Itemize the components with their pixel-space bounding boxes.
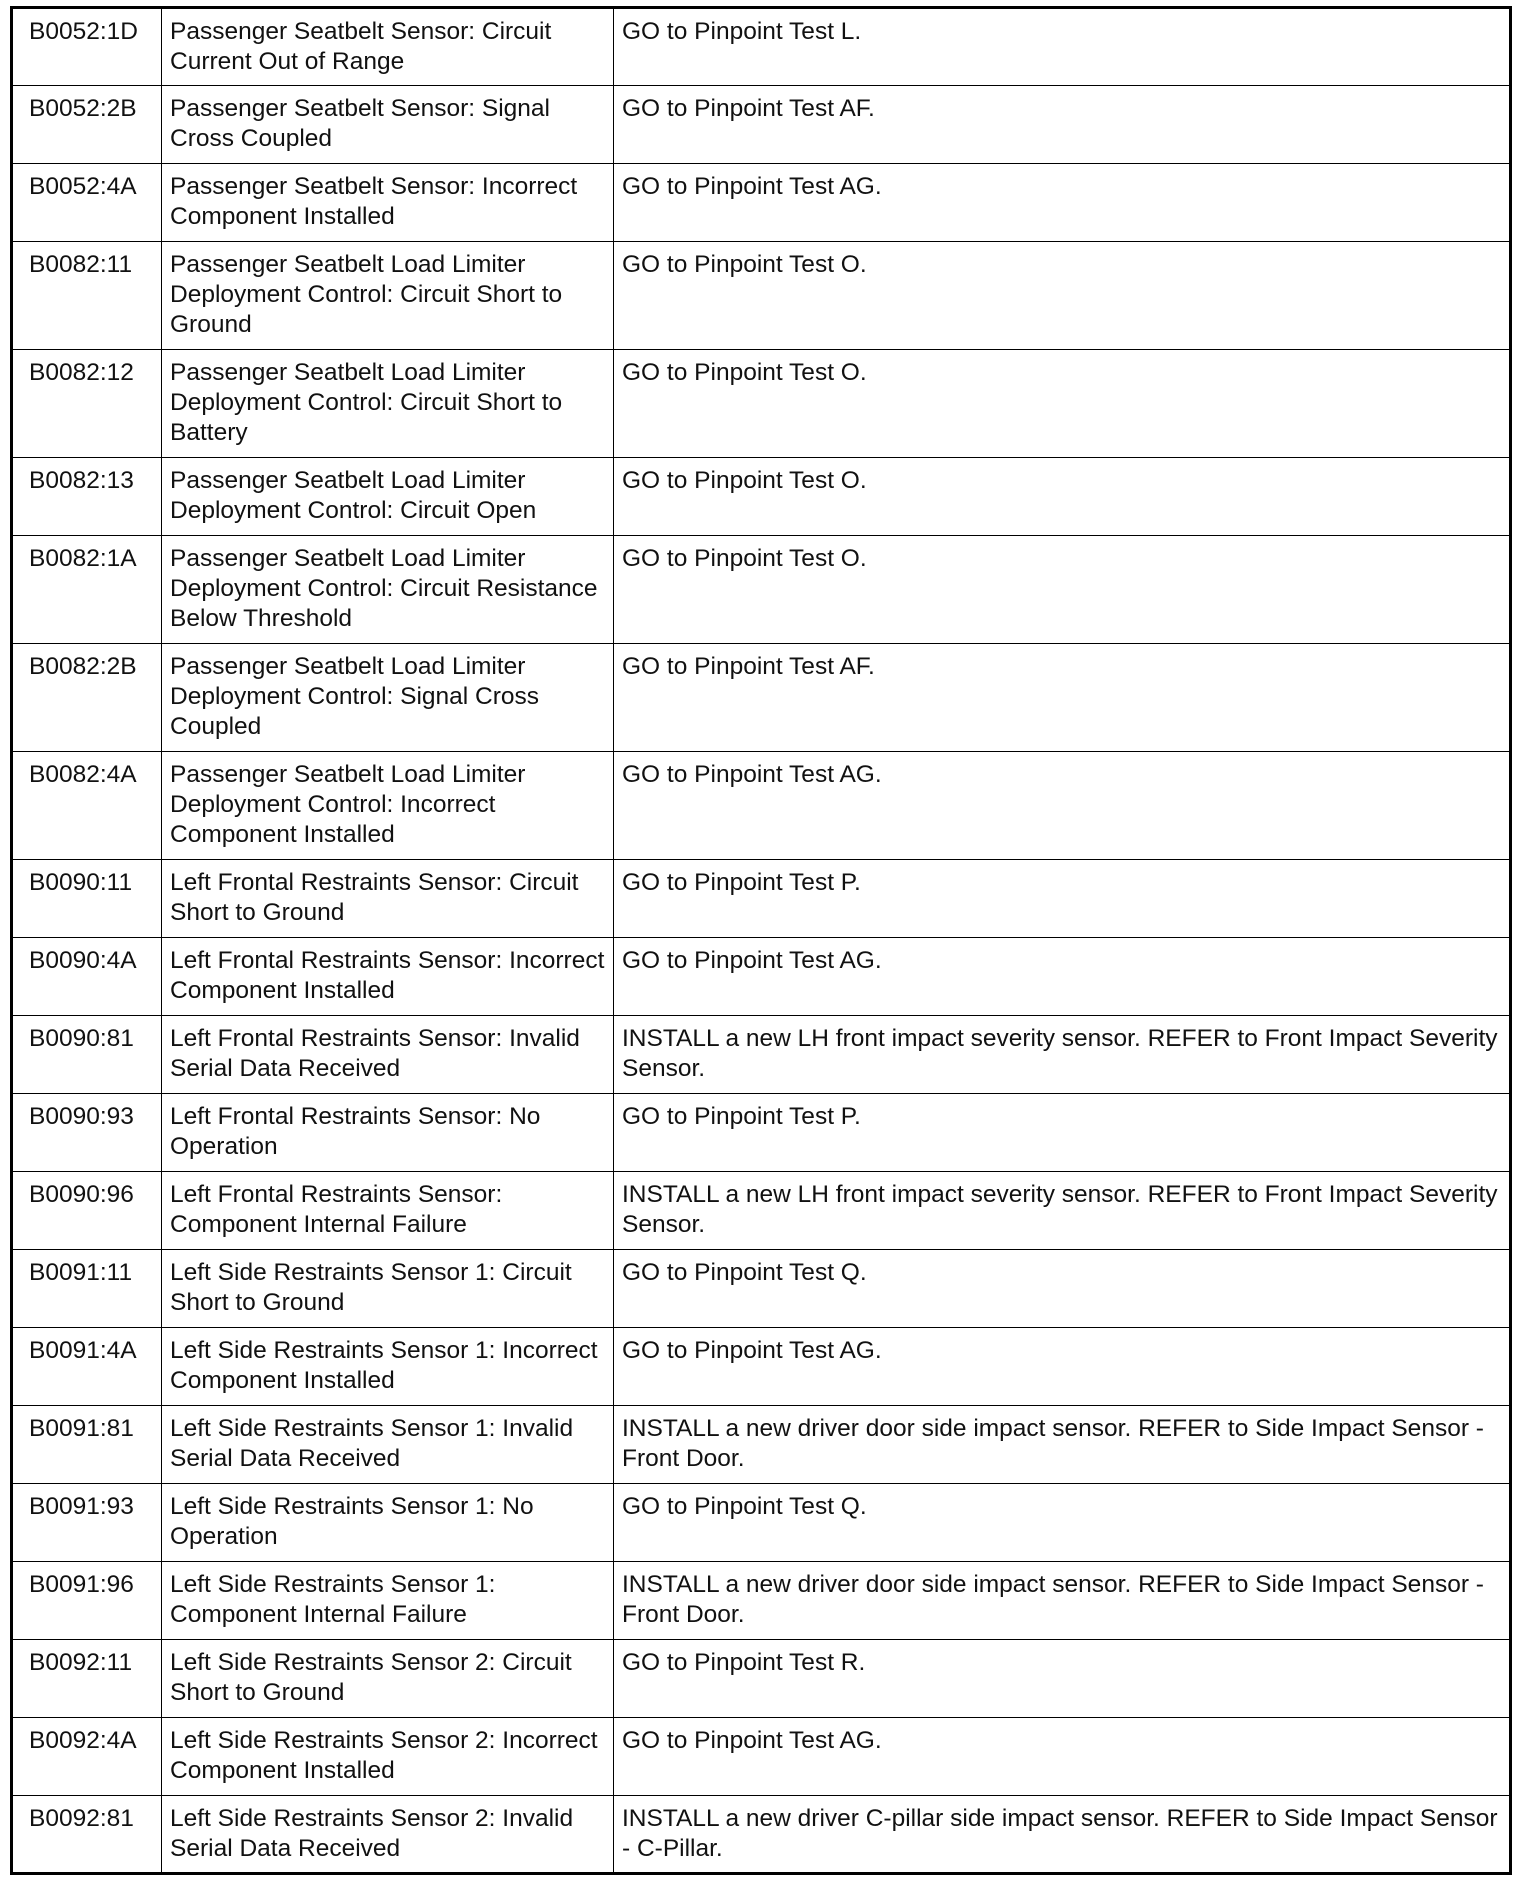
table-row (12, 350, 1511, 458)
dtc-description: Passenger Seatbelt Load Limiter Deployment Control: Circuit Short to Ground (162, 242, 614, 350)
dtc-description: Left Side Restraints Sensor 2: Incorrect Component Installed (162, 1718, 614, 1796)
dtc-action: INSTALL a new LH front impact severity sensor. REFER to Front Impact Severity Sensor. (614, 1172, 1511, 1250)
table-row (12, 536, 1511, 644)
dtc-code: B0082:11 (12, 242, 162, 350)
dtc-description: Left Frontal Restraints Sensor: Invalid Serial Data Received (162, 1016, 614, 1094)
table-row (12, 938, 1511, 1016)
dtc-code: B0092:81 (12, 1796, 162, 1874)
dtc-table (10, 6, 1512, 1875)
dtc-description: Left Side Restraints Sensor 1: Incorrect Component Installed (162, 1328, 614, 1406)
dtc-action: GO to Pinpoint Test L. (614, 8, 1511, 86)
dtc-code: B0082:12 (12, 350, 162, 458)
dtc-action: GO to Pinpoint Test R. (614, 1640, 1511, 1718)
table-row (12, 1562, 1511, 1640)
dtc-code: B0052:4A (12, 164, 162, 242)
dtc-code: B0092:4A (12, 1718, 162, 1796)
dtc-code: B0092:11 (12, 1640, 162, 1718)
dtc-action: GO to Pinpoint Test AG. (614, 164, 1511, 242)
dtc-action: GO to Pinpoint Test AF. (614, 644, 1511, 752)
dtc-action: GO to Pinpoint Test Q. (614, 1484, 1511, 1562)
table-row (12, 1172, 1511, 1250)
dtc-action: INSTALL a new LH front impact severity sensor. REFER to Front Impact Severity Sensor. (614, 1016, 1511, 1094)
dtc-description: Passenger Seatbelt Sensor: Circuit Current Out of Range (162, 8, 614, 86)
dtc-action: GO to Pinpoint Test O. (614, 350, 1511, 458)
dtc-description: Left Frontal Restraints Sensor: Incorrect Component Installed (162, 938, 614, 1016)
dtc-action: GO to Pinpoint Test AG. (614, 1328, 1511, 1406)
dtc-code: B0090:93 (12, 1094, 162, 1172)
dtc-action: GO to Pinpoint Test AF. (614, 86, 1511, 164)
table-row (12, 1328, 1511, 1406)
dtc-code: B0082:2B (12, 644, 162, 752)
table-row (12, 752, 1511, 860)
dtc-code: B0091:93 (12, 1484, 162, 1562)
dtc-action: GO to Pinpoint Test O. (614, 242, 1511, 350)
dtc-description: Left Frontal Restraints Sensor: No Operation (162, 1094, 614, 1172)
dtc-code: B0052:2B (12, 86, 162, 164)
table-row (12, 242, 1511, 350)
table-row (12, 1796, 1511, 1874)
dtc-code: B0091:96 (12, 1562, 162, 1640)
table-row (12, 1640, 1511, 1718)
dtc-description: Left Frontal Restraints Sensor: Component Internal Failure (162, 1172, 614, 1250)
dtc-code: B0090:11 (12, 860, 162, 938)
dtc-description: Passenger Seatbelt Sensor: Incorrect Component Installed (162, 164, 614, 242)
dtc-code: B0091:4A (12, 1328, 162, 1406)
table-row (12, 860, 1511, 938)
dtc-action: GO to Pinpoint Test AG. (614, 1718, 1511, 1796)
dtc-code: B0090:81 (12, 1016, 162, 1094)
table-row (12, 8, 1511, 86)
dtc-description: Passenger Seatbelt Sensor: Signal Cross Coupled (162, 86, 614, 164)
dtc-description: Passenger Seatbelt Load Limiter Deployment Control: Circuit Short to Battery (162, 350, 614, 458)
dtc-code: B0052:1D (12, 8, 162, 86)
dtc-action: GO to Pinpoint Test O. (614, 458, 1511, 536)
dtc-description: Left Frontal Restraints Sensor: Circuit Short to Ground (162, 860, 614, 938)
dtc-code: B0091:11 (12, 1250, 162, 1328)
table-row (12, 1016, 1511, 1094)
table-row (12, 164, 1511, 242)
table-row (12, 1718, 1511, 1796)
dtc-description: Passenger Seatbelt Load Limiter Deployment Control: Incorrect Component Installed (162, 752, 614, 860)
dtc-action: GO to Pinpoint Test O. (614, 536, 1511, 644)
dtc-description: Left Side Restraints Sensor 1: Invalid Serial Data Received (162, 1406, 614, 1484)
dtc-description: Left Side Restraints Sensor 1: No Operation (162, 1484, 614, 1562)
dtc-code: B0091:81 (12, 1406, 162, 1484)
table-row (12, 644, 1511, 752)
table-row (12, 1406, 1511, 1484)
dtc-description: Left Side Restraints Sensor 2: Invalid Serial Data Received (162, 1796, 614, 1874)
dtc-description: Passenger Seatbelt Load Limiter Deployment Control: Circuit Resistance Below Threshold (162, 536, 614, 644)
dtc-action: INSTALL a new driver door side impact sensor. REFER to Side Impact Sensor - Front Door. (614, 1562, 1511, 1640)
dtc-action: INSTALL a new driver C-pillar side impact sensor. REFER to Side Impact Sensor - C-Pillar. (614, 1796, 1511, 1874)
dtc-description: Left Side Restraints Sensor 1: Component Internal Failure (162, 1562, 614, 1640)
table-row (12, 458, 1511, 536)
dtc-description: Left Side Restraints Sensor 1: Circuit Short to Ground (162, 1250, 614, 1328)
table-row (12, 1250, 1511, 1328)
table-row (12, 86, 1511, 164)
dtc-code: B0082:13 (12, 458, 162, 536)
dtc-action: GO to Pinpoint Test AG. (614, 752, 1511, 860)
table-row (12, 1484, 1511, 1562)
dtc-code: B0082:1A (12, 536, 162, 644)
dtc-code: B0090:96 (12, 1172, 162, 1250)
dtc-code: B0082:4A (12, 752, 162, 860)
dtc-description: Passenger Seatbelt Load Limiter Deployment Control: Signal Cross Coupled (162, 644, 614, 752)
dtc-action: GO to Pinpoint Test P. (614, 1094, 1511, 1172)
dtc-code: B0090:4A (12, 938, 162, 1016)
table-row (12, 1094, 1511, 1172)
dtc-action: INSTALL a new driver door side impact sensor. REFER to Side Impact Sensor - Front Door. (614, 1406, 1511, 1484)
dtc-action: GO to Pinpoint Test Q. (614, 1250, 1511, 1328)
dtc-action: GO to Pinpoint Test P. (614, 860, 1511, 938)
dtc-description: Left Side Restraints Sensor 2: Circuit Short to Ground (162, 1640, 614, 1718)
dtc-action: GO to Pinpoint Test AG. (614, 938, 1511, 1016)
dtc-description: Passenger Seatbelt Load Limiter Deployment Control: Circuit Open (162, 458, 614, 536)
